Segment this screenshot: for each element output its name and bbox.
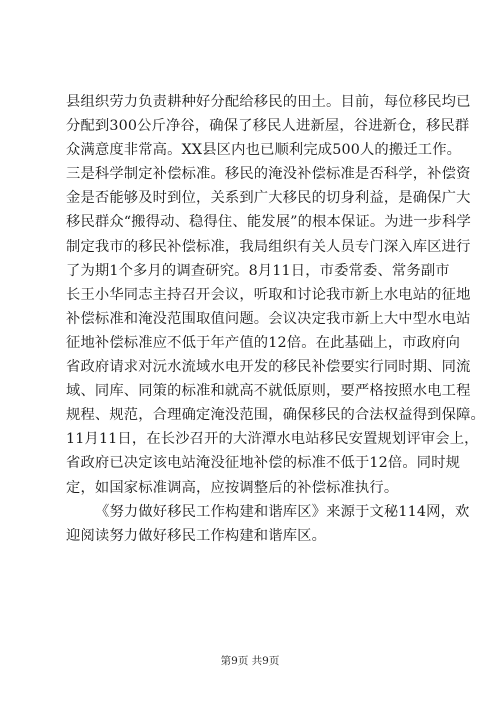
body-text — [66, 90, 485, 548]
closing-line: 迎阅读努力做好移民工作构建和谐库区。 — [66, 527, 327, 544]
text-line: 征地补偿标准应不低于年产值的12倍。在此基础上，市政府向 — [66, 334, 461, 351]
text-line: 县组织劳力负责耕种好分配给移民的田土。目前，每位移民均已 — [66, 94, 471, 110]
text-line: 规程、规范，合理确定淹没范围，确保移民的合法权益得到保障。 — [66, 407, 485, 424]
text-line: 长王小华同志主持召开会议，听取和讨论我市新上水电站的征地 — [66, 286, 471, 303]
text-line: 金是否能够及时到位，关系到广大移民的切身利益，是确保广大 — [66, 190, 471, 207]
text-line: 11月11日，在长沙召开的大浒潭水电站移民安置规划评审会上， — [66, 431, 479, 448]
text-line: 域、同库、同策的标准和就高不就低原则，要严格按照水电工程 — [66, 383, 471, 400]
text-line: 补偿标准和淹没范围取值问题。会议决定我市新上大中型水电站 — [66, 310, 471, 327]
text-line: 三是科学制定补偿标准。移民的淹没补偿标准是否科学，补偿资 — [66, 166, 471, 183]
text-line: 省政府已决定该电站淹没征地补偿的标准不低于12倍。同时规 — [66, 455, 461, 472]
text-line: 移民群众“搬得动、稳得住、能发展”的根本保证。为进一步科学 — [66, 214, 471, 231]
text-line: 省政府请求对沅水流域水电开发的移民补偿要实行同时期、同流 — [66, 359, 471, 376]
page-number: 第9页 共9页 — [220, 655, 280, 667]
closing-line: 《努力做好移民工作构建和谐库区》来源于文秘114网，欢 — [95, 503, 470, 520]
text-line: 众满意度非常高。XX县区内也已顺利完成500人的搬迁工作。 — [66, 142, 462, 159]
text-line: 制定我市的移民补偿标准，我局组织有关人员专门深入库区进行 — [66, 238, 471, 255]
text-line: 分配到300公斤净谷，确保了移民人进新屋，谷进新仓，移民群 — [66, 118, 470, 135]
text-line: 了为期1个多月的调查研究。8月11日，市委常委、常务副市 — [66, 262, 450, 279]
text-line: 定，如国家标准调高，应按调整后的补偿标准执行。 — [66, 479, 399, 496]
